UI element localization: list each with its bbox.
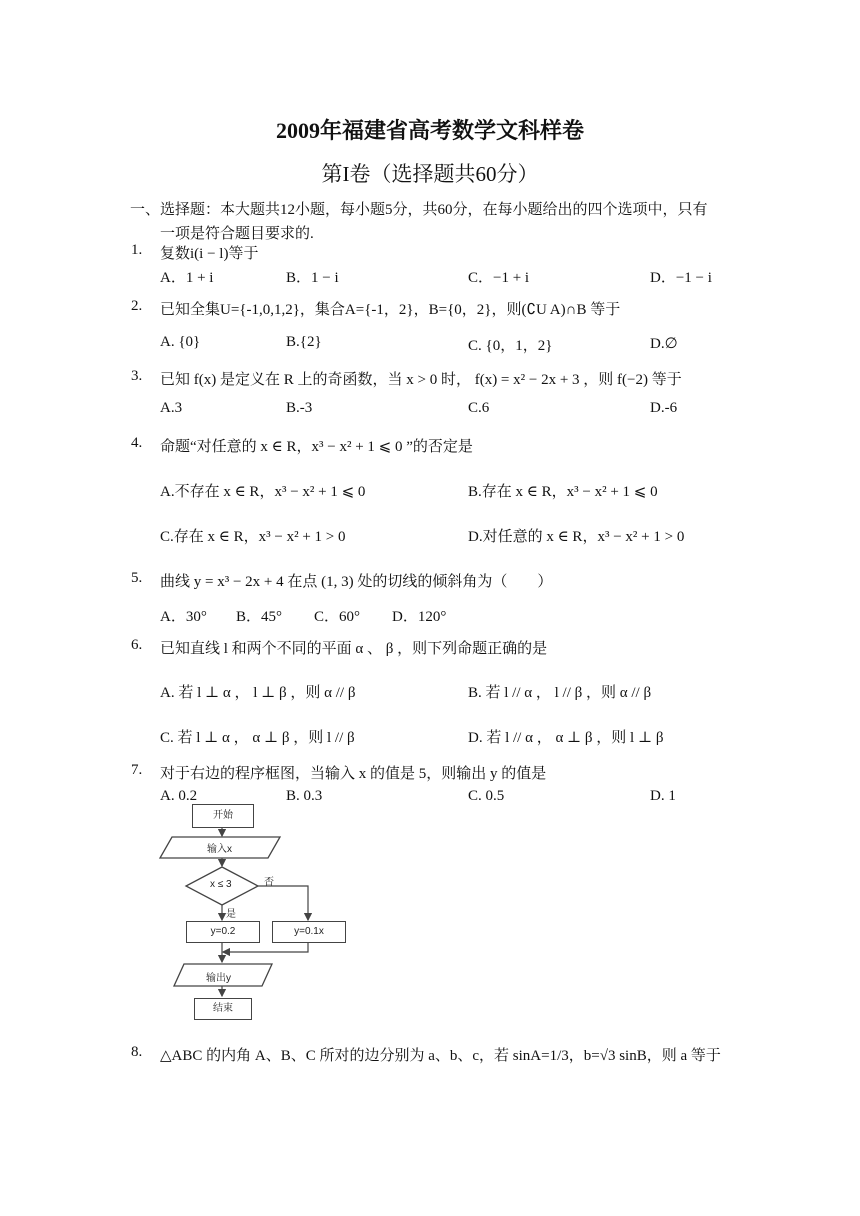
question-number: 8.	[131, 1044, 143, 1060]
option-b: B.存在 x ∈ R，x³ − x² + 1 ⩽ 0	[468, 484, 658, 500]
option-d: D.对任意的 x ∈ R，x³ − x² + 1 > 0	[468, 529, 685, 545]
question-stem: 复数i(i − l)等于	[160, 246, 259, 262]
option-b: B.{2}	[286, 334, 322, 350]
flowchart-condition-label: x ≤ 3	[210, 879, 232, 890]
question-number: 5.	[131, 570, 143, 586]
question-number: 4.	[131, 435, 143, 451]
option-b: B. 若 l // α ， l // β ，则 α // β	[468, 685, 652, 701]
question-stem: 对于右边的程序框图，当输入 x 的值是 5，则输出 y 的值是	[160, 766, 547, 782]
option-a: A．1 + i	[160, 270, 214, 286]
option-c: C．60°	[314, 609, 361, 625]
question-stem: 已知全集U={-1,0,1,2}，集合A={-1，2}，B={0，2}，则(∁U A)∩B 等于	[160, 302, 621, 318]
flowchart-no-label: 否	[264, 877, 274, 888]
option-c: C. {0，1，2}	[468, 338, 553, 354]
flowchart-end: 结束	[194, 998, 252, 1020]
option-a: A．30°	[160, 609, 207, 625]
question-stem: 已知 f(x) 是定义在 R 上的奇函数，当 x > 0 时， f(x) = x² − 2x + 3 ，则 f(−2) 等于	[160, 372, 682, 388]
option-a: A. 若 l ⊥ α ， l ⊥ β ，则 α // β	[160, 685, 356, 701]
flowchart-output-label: 输出y	[206, 973, 231, 984]
option-c: C．−1 + i	[468, 270, 530, 286]
option-a: A. {0}	[160, 334, 201, 350]
flowchart-start: 开始	[192, 804, 254, 828]
page-subtitle: 第I卷（选择题共60分）	[321, 162, 539, 186]
question-number: 1.	[131, 242, 143, 258]
flowchart-right-box: y=0.1x	[272, 921, 346, 943]
question-number: 6.	[131, 637, 143, 653]
option-d: D.∅	[650, 336, 678, 352]
flowchart-left-box: y=0.2	[186, 921, 260, 943]
option-a: A.3	[160, 400, 183, 416]
option-d: D.-6	[650, 400, 678, 416]
option-b: B．1 − i	[286, 270, 339, 286]
option-d: D．120°	[392, 609, 447, 625]
section-instructions-line1: 一、选择题：本大题共12小题，每小题5分，共60分，在每小题给出的四个选项中，只有	[130, 202, 708, 218]
question-number: 7.	[131, 762, 143, 778]
option-b: B. 0.3	[286, 788, 323, 804]
flowchart-yes-label: 是	[226, 909, 236, 920]
option-b: B．45°	[236, 609, 283, 625]
option-c: C.存在 x ∈ R，x³ − x² + 1 > 0	[160, 529, 346, 545]
question-number: 3.	[131, 368, 143, 384]
option-a: A.不存在 x ∈ R，x³ − x² + 1 ⩽ 0	[160, 484, 366, 500]
option-c: C.6	[468, 400, 490, 416]
question-stem: △ABC 的内角 A、B、C 所对的边分别为 a、b、c，若 sinA=1/3，b=√3 sinB，则 a 等于	[160, 1048, 721, 1064]
question-stem: 曲线 y = x³ − 2x + 4 在点 (1, 3) 处的切线的倾斜角为（ ）	[160, 574, 553, 590]
question-number: 2.	[131, 298, 143, 314]
section-instructions-line2: 一项是符合题目要求的.	[160, 226, 314, 242]
question-stem: 命题“对任意的 x ∈ R，x³ − x² + 1 ⩽ 0 ”的否定是	[160, 439, 473, 455]
option-c: C. 0.5	[468, 788, 505, 804]
option-d: D. 若 l // α ， α ⊥ β ，则 l ⊥ β	[468, 730, 664, 746]
option-d: D. 1	[650, 788, 676, 804]
page-title: 2009年福建省高考数学文科样卷	[275, 118, 584, 143]
option-c: C. 若 l ⊥ α ， α ⊥ β ，则 l // β	[160, 730, 355, 746]
option-b: B.-3	[286, 400, 313, 416]
flowchart-input-label: 输入x	[207, 844, 232, 855]
option-a: A. 0.2	[160, 788, 198, 804]
question-stem: 已知直线 l 和两个不同的平面 α 、 β ，则下列命题正确的是	[160, 641, 548, 657]
option-d: D．−1 − i	[650, 270, 712, 286]
